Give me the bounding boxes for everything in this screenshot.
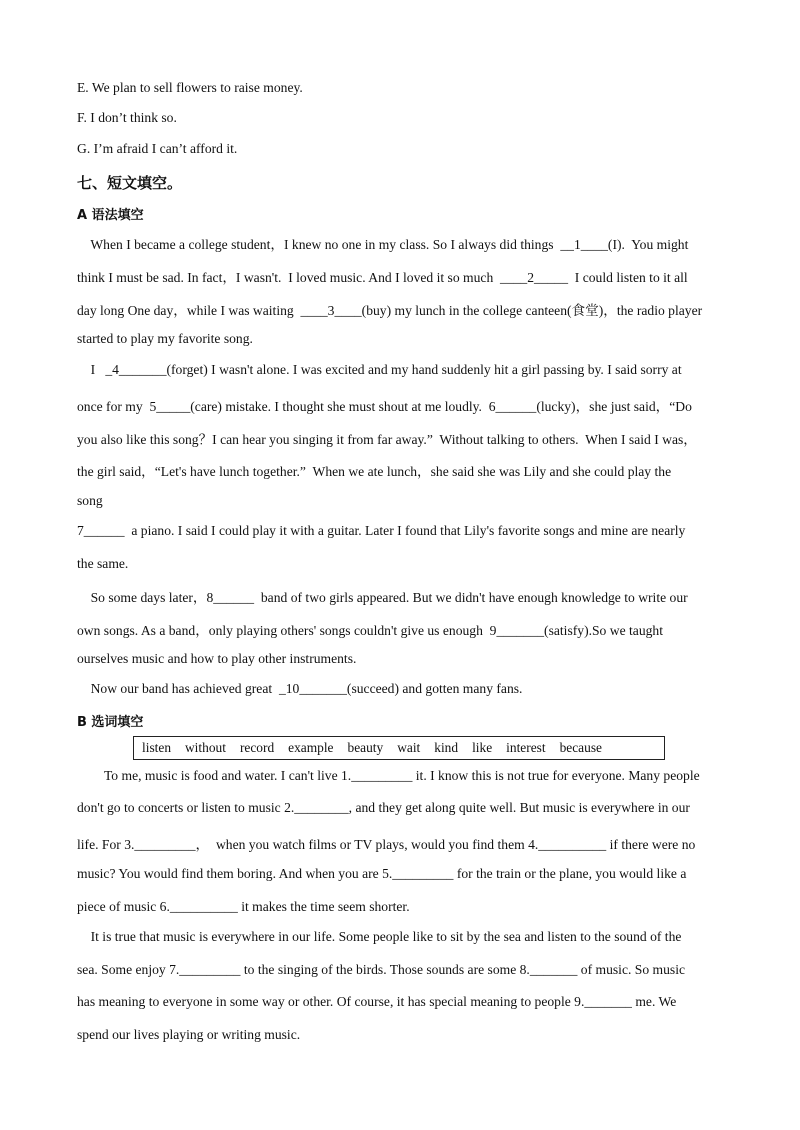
part-a-line: ourselves music and how to play other instruments. <box>77 651 357 666</box>
part-b-line: piece of music 6.__________ it makes the time seem shorter. <box>77 899 410 914</box>
section-heading: 七、短文填空。 <box>77 174 183 192</box>
option-f: F. I don’t think so. <box>77 110 177 125</box>
word-bank-word: beauty <box>347 740 384 755</box>
part-b-line: don't go to concerts or listen to music 2.________, and they get along quite well. But music is everywhere in our <box>77 800 690 815</box>
word-bank-word: like <box>472 740 493 755</box>
word-bank-word: record <box>239 740 275 755</box>
option-g: G. I’m afraid I can’t afford it. <box>77 141 238 156</box>
word-bank-word: without <box>185 740 226 755</box>
part-a-line: think I must be sad. In fact，I wasn't. I loved music. And I loved it so much ____2_____ I could listen to it all <box>77 270 688 285</box>
part-a-line: once for my 5_____(care) mistake. I thought she must shout at me loudly. 6______(lucky)，she just said，“Do <box>77 399 692 414</box>
part-a-line: When I became a college student，I knew no one in my class. So I always did things __1____(I). You might <box>77 237 689 252</box>
word-bank-word: because <box>559 740 602 755</box>
part-a-line: I _4_______(forget) I wasn't alone. I was excited and my hand suddenly hit a girl passing by. I said sorry at <box>77 362 682 377</box>
part-b-heading: B 选词填空 <box>77 715 144 730</box>
word-bank-word: wait <box>397 740 421 755</box>
part-a-line: Now our band has achieved great _10_______(succeed) and gotten many fans. <box>77 681 523 696</box>
part-b-line: sea. Some enjoy 7._________ to the singing of the birds. Those sounds are some 8._______ of music. So music <box>77 962 686 977</box>
part-a-line: started to play my favorite song. <box>77 331 253 346</box>
option-e: E. We plan to sell flowers to raise money. <box>77 80 303 95</box>
part-a-line: 7______ a piano. I said I could play it with a guitar. Later I found that Lily's favorite songs and mine are nearly <box>77 523 686 538</box>
part-a-line: So some days later，8______ band of two girls appeared. But we didn't have enough knowledge to write our <box>77 590 688 605</box>
part-a-heading: A 语法填空 <box>77 208 144 223</box>
part-b-line: life. For 3._________， when you watch films or TV plays, would you find them 4.__________ if there were no <box>77 837 696 852</box>
part-a-line: you also like this song？I can hear you singing it from far away.” Without talking to others. When I said I was， <box>77 432 697 447</box>
part-b-line: music? You would find them boring. And when you are 5._________ for the train or the plane, you would like a <box>77 866 687 881</box>
part-a-line: the girl said，“Let's have lunch together.” When we ate lunch，she said she was Lily and she could play the <box>77 464 672 479</box>
part-b-line: has meaning to everyone in some way or other. Of course, it has special meaning to people 9._______ me. We <box>77 994 677 1009</box>
part-a-line: day long One day，while I was waiting ____3____(buy) my lunch in the college canteen(食堂)，the radio player <box>77 303 703 318</box>
part-a-line: the same. <box>77 556 129 571</box>
part-a-line: song <box>77 493 103 508</box>
word-bank-word: example <box>288 740 334 755</box>
word-bank-word: interest <box>506 740 546 755</box>
part-b-line: It is true that music is everywhere in our life. Some people like to sit by the sea and listen to the sound of the <box>77 929 682 944</box>
word-bank-word: listen <box>142 740 172 755</box>
word-bank-word: kind <box>434 740 459 755</box>
word-bank-box <box>133 736 665 760</box>
part-b-line: spend our lives playing or writing music. <box>77 1027 301 1042</box>
part-a-line: own songs. As a band，only playing others' songs couldn't give us enough 9_______(satisfy).So we taught <box>77 623 663 638</box>
part-b-line: To me, music is food and water. I can't live 1._________ it. I know this is not true for everyone. Many people <box>77 768 700 783</box>
